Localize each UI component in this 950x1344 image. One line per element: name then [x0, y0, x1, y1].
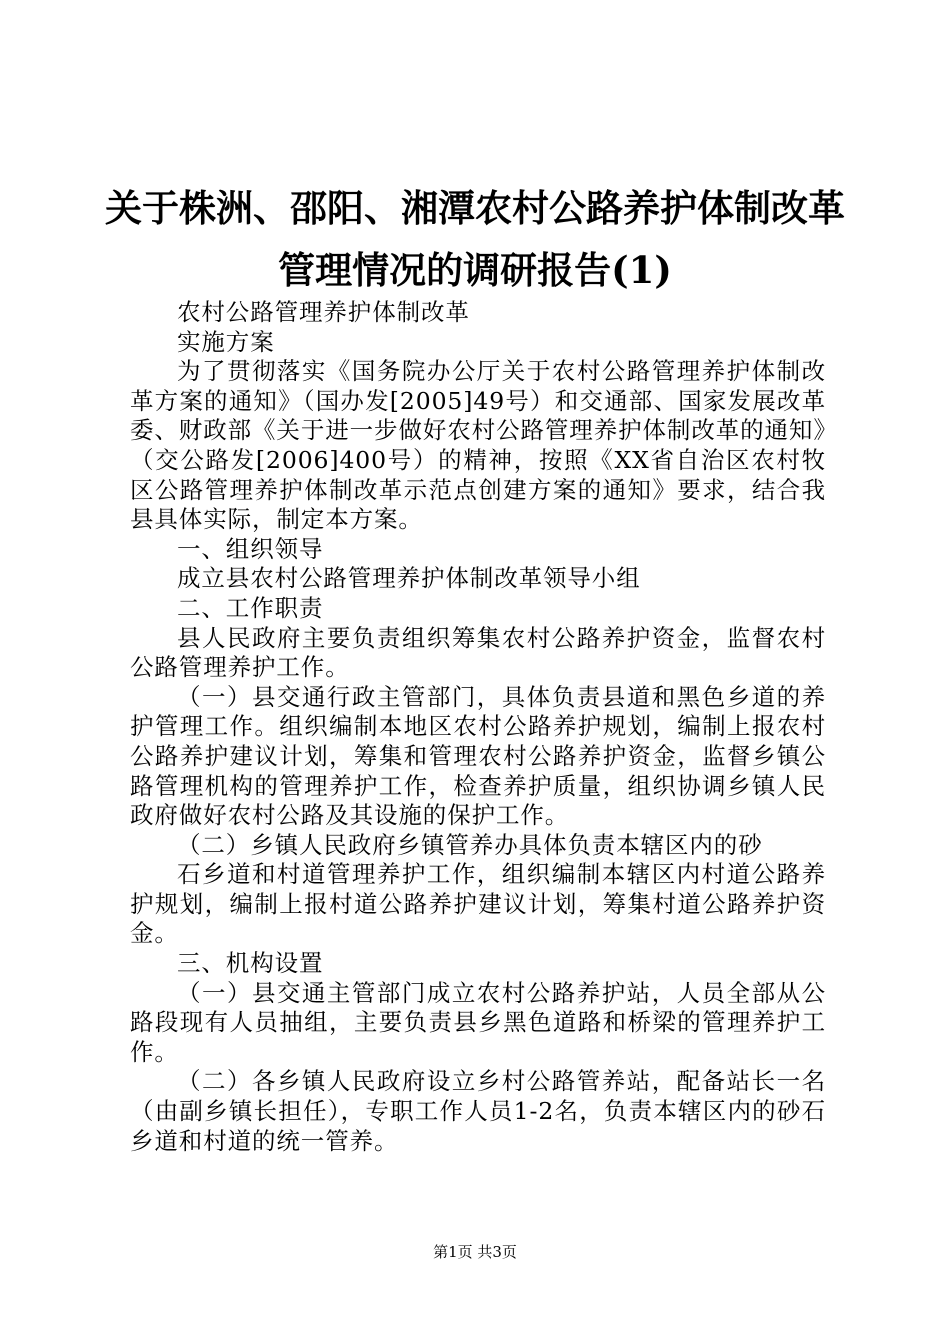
document-title-line-1: 关于株洲、邵阳、湘潭农村公路养护体制改革 [105, 186, 845, 230]
page-number-footer: 第1页 共3页 [433, 1243, 517, 1261]
paragraph: 农村公路管理养护体制改革 [177, 298, 470, 326]
section-heading: 三、机构设置 [177, 949, 324, 978]
paragraph: 成立县农村公路管理养护体制改革领导小组 [177, 564, 641, 593]
paragraph: （一）县交通主管部门成立农村公路养护站，人员全部从公路段现有人员抽组，主要负责县乡黑色道路和桥梁的管理养护工作。 [130, 978, 826, 1066]
document-title-line-2: 管理情况的调研报告(1) [278, 248, 672, 292]
section-heading: 二、工作职责 [177, 593, 324, 622]
paragraph: （二）乡镇人民政府乡镇管养办具体负责本辖区内的砂 [177, 830, 763, 859]
paragraph: 为了贯彻落实《国务院办公厅关于农村公路管理养护体制改革方案的通知》（国办发[2005]49号）和交通部、国家发展改革委、财政部《关于进一步做好农村公路管理养护体制改革的通知》（交公路发[2006]400号）的精神，按照《XX省自治区农村牧区公路管理养护体制改革示范点创建方案的通知》要求，结合我县具体实际，制定本方案。 [130, 357, 826, 534]
section-heading: 一、组织领导 [177, 534, 324, 563]
paragraph: （一）县交通行政主管部门，具体负责县道和黑色乡道的养护管理工作。组织编制本地区农村公路养护规划，编制上报农村公路养护建议计划，筹集和管理农村公路养护资金，监督乡镇公路管理机构的管理养护工作，检查养护质量，组织协调乡镇人民政府做好农村公路及其设施的保护工作。 [130, 682, 826, 830]
paragraph: 石乡道和村道管理养护工作，组织编制本辖区内村道公路养护规划，编制上报村道公路养护建议计划，筹集村道公路养护资金。 [130, 860, 826, 948]
paragraph: 县人民政府主要负责组织筹集农村公路养护资金，监督农村公路管理养护工作。 [130, 623, 826, 682]
paragraph: 实施方案 [177, 327, 275, 356]
paragraph: （二）各乡镇人民政府设立乡村公路管养站，配备站长一名（由副乡镇长担任），专职工作人员1-2名，负责本辖区内的砂石乡道和村道的统一管养。 [130, 1067, 826, 1155]
document-body [130, 298, 826, 1156]
